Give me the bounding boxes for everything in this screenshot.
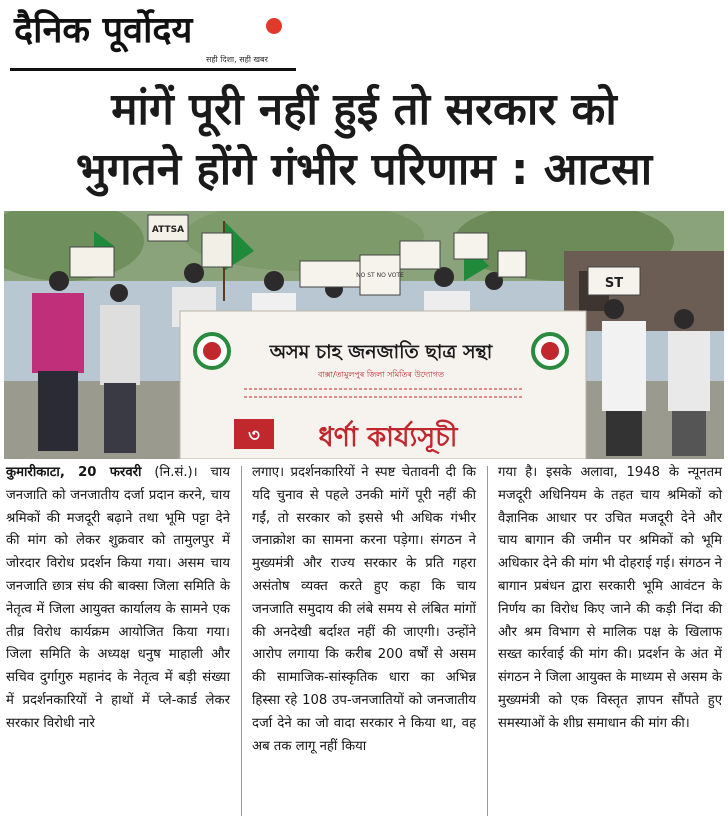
logo-dot-icon [266, 18, 282, 34]
masthead [10, 4, 300, 76]
banner-title: অসম চাহ জনজাতি ছাত্র সন্থা [269, 341, 493, 363]
column-divider [241, 466, 242, 816]
dateline: कुमारीकाटा, 20 फरवरी [6, 465, 142, 480]
article-column-1 [6, 462, 230, 736]
headline-line-1: मांगें पूरी नहीं हुई तो सरकार को [111, 84, 617, 135]
banner-badge: ৩ [248, 425, 260, 446]
article-column-3: गया है। इसके अलावा, 1948 के न्यूनतम मजदूरी अधिनियम के तहत चाय श्रमिकों को वैज्ञानिक आधार पर उचित मजदूरी देने और चाय बागान की जमीन पर श्रमिकों को भूमि अधिकार देने की मांग भी दोहराई गई। संगठन ने बागान प्रबंधन द्वारा सरकारी भूमि आवंटन के निर्णय का विरोध किए जाने की कड़ी निंदा की और श्रम विभाग से मालिक पक्ष के खिलाफ सख्त कार्रवाई की मांग की। प्रदर्शन के अंत में संगठन ने जिला आयुक्त के माध्यम से असम के मुख्यमंत्री को एक विस्तृत ज्ञापन सौंपते हुए समस्याओं के शीघ्र समाधान की मांग की। [498, 465, 722, 731]
masthead-rule [10, 68, 296, 71]
column-divider [487, 466, 488, 816]
article-column-1-text: (नि.सं.)। चाय जनजाति को जनजातीय दर्जा प्रदान करने, चाय श्रमिकों की मजदूरी बढ़ाने तथा भूमि पट्टा देने की मांग को लेकर शुक्रवार को तामुलपुर में जोरदार विरोध प्रदर्शन किया गया। असम चाय जनजाति छात्र संघ की बाक्सा जिला समिति के नेतृत्व में जिला आयुक्त कार्यालय के सामने एक तीव्र विरोध कार्यक्रम आयोजित किया गया। जिला समिति के अध्यक्ष धनुष माहाली और सचिव दुर्गागुरु महानंद के नेतृत्व में बड़ी संख्या में प्रदर्शनकारियों ने हाथों में प्ले-कार्ड लेकर सरकार विरोधी नारे [6, 465, 230, 731]
banner-subtitle: বাক্সা/তামুলপুৰ জিলা সমিতিৰ উদ্যোগত [317, 370, 445, 379]
placard-text-1: ATTSA [151, 225, 185, 235]
placard-text-3: NO ST NO VOTE [356, 272, 404, 279]
headline [0, 80, 728, 200]
placard-text-2: ST [604, 276, 624, 291]
article-column-2: लगाए। प्रदर्शनकारियों ने स्पष्ट चेतावनी दी कि यदि चुनाव से पहले उनकी मांगें पूरी नहीं की गईं, तो सरकार को इससे भी अधिक गंभीर जनाक्रोश का सामना करना पड़ेगा। संगठन ने मुख्यमंत्री और राज्य सरकार के प्रति गहरा असंतोष व्यक्त करते हुए कहा कि चाय जनजाति समुदाय की लंबे समय से लंबित मांगों की अनदेखी बर्दाश्त नहीं की जाएगी। उन्होंने आरोप लगाया कि करीब 200 वर्षों से असम की सामाजिक-सांस्कृतिक धारा का अभिन्न हिस्सा रहे 108 उप-जनजातियों को जनजातीय दर्जा देने का जो वादा सरकार ने किया था, वह अब तक लागू नहीं किया [252, 465, 476, 754]
article-body [6, 462, 722, 822]
banner-program: ধৰ্ণা কাৰ্য্যসূচী [318, 422, 458, 453]
news-photo [4, 211, 724, 459]
protest-photo-illustration [4, 211, 724, 459]
logo-tagline: सही दिशा, सही खबर [206, 55, 268, 64]
protest-banner [180, 311, 586, 459]
headline-line-2: भुगतने होंगे गंभीर परिणाम : आटसा [75, 144, 653, 195]
newspaper-logo: दैनिक पूर्वोदय [14, 9, 193, 51]
